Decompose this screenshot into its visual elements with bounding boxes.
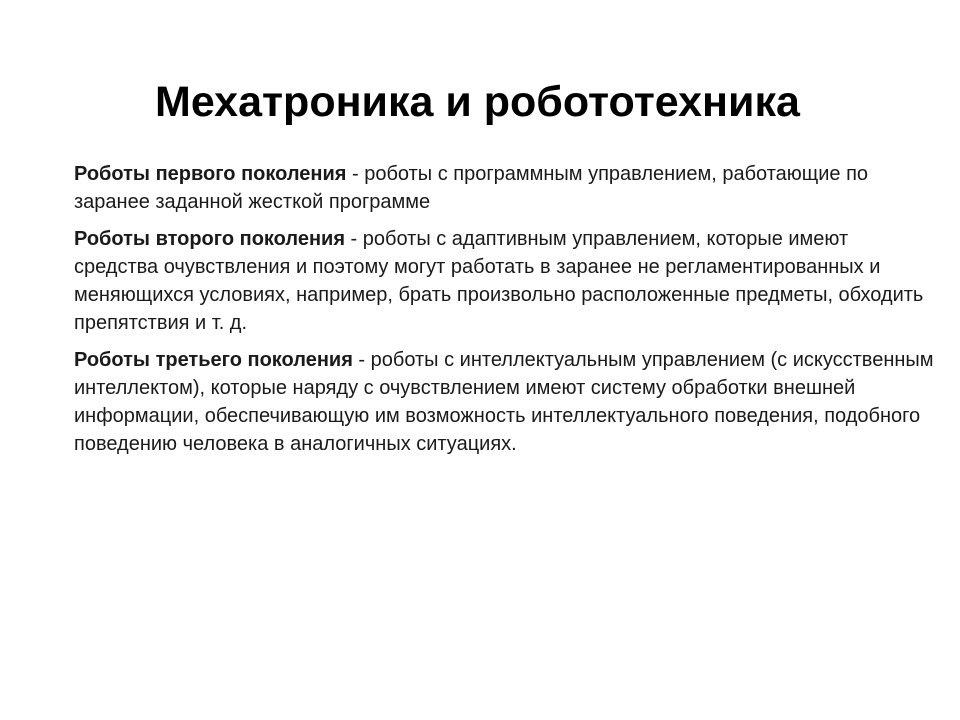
- definition-second-generation: - роботы с адаптивным управлением, которые имеют средства очувствления и поэтому могут работать в заранее не регламентированных и меняющихся условиях, например, брать произвольно расположенные предметы, обходить препятствия и т. д.: [74, 228, 924, 334]
- term-second-generation: Роботы второго поколения: [74, 228, 345, 250]
- term-third-generation: Роботы третьего поколения: [74, 349, 353, 371]
- slide-body: [74, 160, 934, 467]
- paragraph-first-generation: [74, 160, 934, 216]
- paragraph-third-generation: [74, 346, 934, 458]
- paragraph-second-generation: [74, 225, 934, 337]
- term-first-generation: Роботы первого поколения: [74, 163, 347, 185]
- definition-third-generation: - роботы с интеллектуальным управлением (с искусственным интеллектом), которые наряду с очувствлением имеют систему обработки внешней информации, обеспечивающую им возможность интеллектуального поведения, подобного поведению человека в аналогичных ситуациях.: [74, 349, 934, 455]
- slide-title: Мехатроника и робототехника: [155, 78, 800, 126]
- definition-first-generation: - роботы с программным управлением, работающие по заранее заданной жесткой программе: [74, 163, 869, 213]
